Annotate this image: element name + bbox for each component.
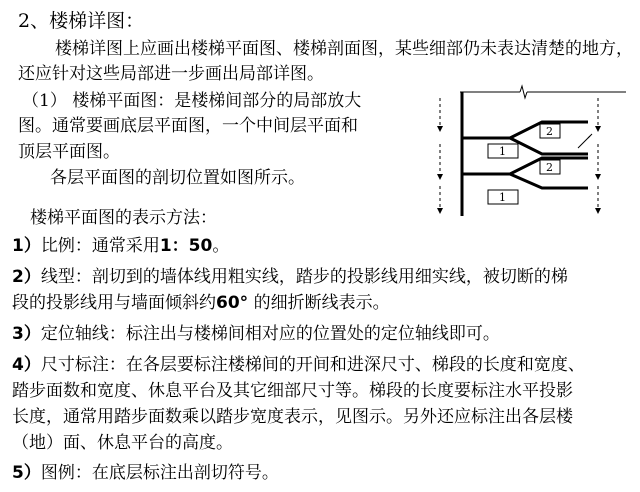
item-1-text: 比例：通常采用 — [40, 236, 160, 256]
stair-flights — [462, 122, 588, 188]
item-4-text: 尺寸标注：在各层要标注楼梯间的开间和进深尺寸、梯段的长度和宽度、 — [40, 355, 585, 375]
item-4-line-2: 踏步面数和宽度、休息平台及其它细部尺寸等。梯段的长度要标注水平投影 — [12, 381, 573, 401]
item-3-number: 3） — [12, 324, 41, 344]
item-2 — [12, 266, 568, 288]
item-2-line-2 — [12, 292, 390, 314]
item-2-angle: 60° — [216, 293, 249, 313]
item-4-number: 4） — [12, 355, 41, 375]
item-3 — [12, 323, 500, 345]
item-4-line-4: （地）面、休息平台的高度。 — [12, 433, 233, 453]
plan-line-3: 顶层平面图。 — [18, 142, 120, 162]
item-1-number: 1） — [12, 236, 41, 256]
item-5-number: 5） — [12, 463, 41, 483]
intro-line-1: 楼梯详图上应画出楼梯平面图、楼梯剖面图，某些细部仍未表达清楚的地方， — [55, 39, 633, 59]
label-1-top: 1 — [499, 145, 506, 158]
label-2-bottom: 2 — [546, 161, 553, 174]
plan-line-2: 图。通常要画底层平面图，一个中间层平面和 — [18, 116, 358, 136]
intro-line-2: 还应针对这些局部进一步画出局部详图。 — [18, 64, 324, 84]
break-mark — [578, 134, 592, 148]
item-2-text: 线型：剖切到的墙体线用粗实线，踏步的投影线用细实线，被切断的梯 — [40, 267, 568, 287]
top-wall-line — [460, 86, 626, 98]
plan-line-4: 各层平面图的剖切位置如图所示。 — [50, 168, 305, 188]
label-2-top: 2 — [546, 125, 553, 138]
item-1 — [12, 235, 229, 257]
item-5-text: 图例：在底层标注出剖切符号。 — [40, 463, 279, 483]
stair-plan-diagram — [428, 78, 634, 218]
item-4 — [12, 354, 585, 376]
item-1-scale: 1：50 — [159, 236, 213, 256]
item-2-number: 2） — [12, 267, 41, 287]
item-4-line-3: 长度，通常用踏步面数乘以踏步宽度表示，见图示。另外还应标注出各层楼 — [12, 407, 573, 427]
label-1-bottom: 1 — [499, 191, 506, 204]
item-2-line2b: 的细折断线表示。 — [248, 293, 390, 313]
item-3-text: 定位轴线：标注出与楼梯间相对应的位置处的定位轴线即可。 — [40, 324, 500, 344]
item-1-end: 。 — [212, 236, 230, 256]
item-2-line2a: 段的投影线用与墙面倾斜约 — [12, 293, 216, 313]
plan-line-1: （1） 楼梯平面图：是楼梯间部分的局部放大 — [22, 91, 362, 111]
methods-title: 楼梯平面图的表示方法： — [30, 208, 217, 228]
section-heading: 2、楼梯详图： — [18, 10, 145, 32]
item-5 — [12, 462, 279, 484]
